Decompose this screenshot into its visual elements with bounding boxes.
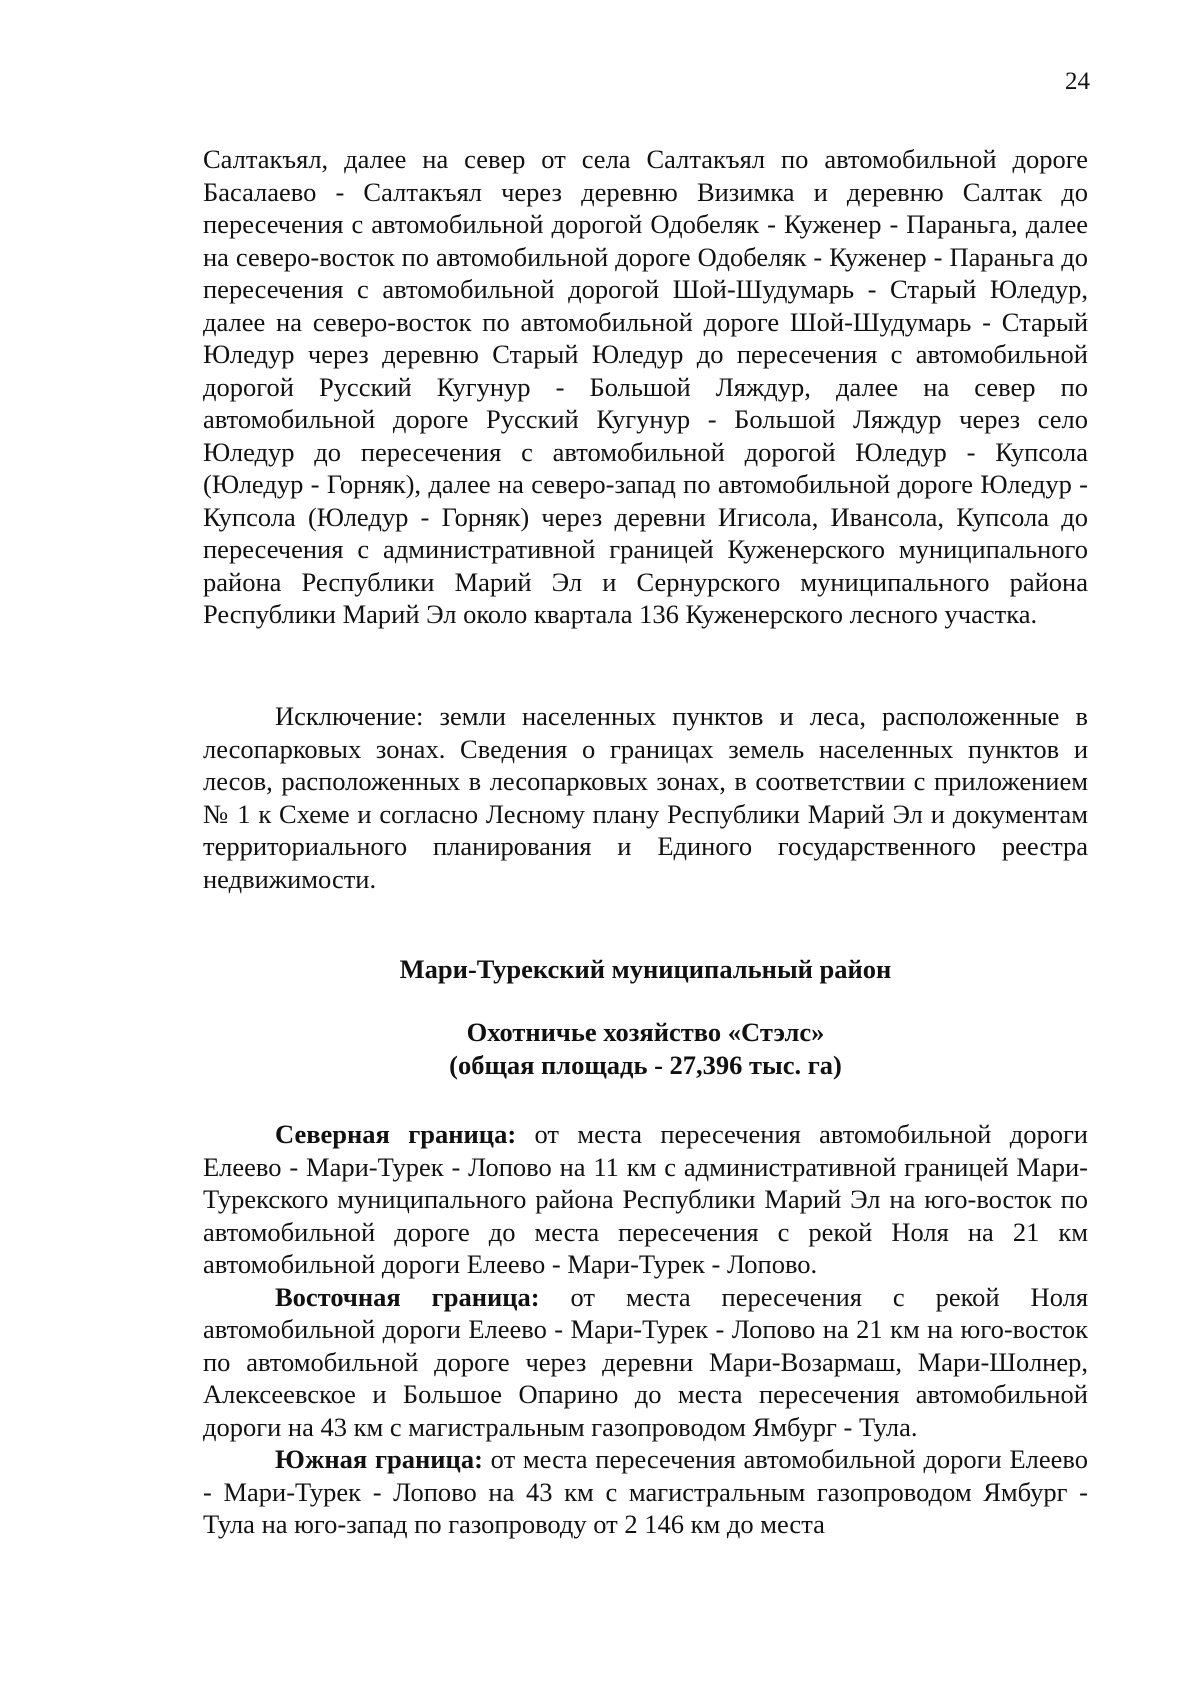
continuation-paragraph: Салтакъял, далее на север от села Салтакъял по автомобильной дороге Басалаево - Салтакъял через деревню Визимка и деревню Салтак до пересечения с автомобильной дорогой Одобеляк - Куженер - Параньга, далее на северо-восток по автомобильной дороге Одобеляк - Куженер - Параньга до пересечения с автомобильной дорогой Шой-Шудумарь - Старый Юледур, далее на северо-восток по автомобильной дороге Шой-Шудумарь - Старый Юледур через деревню Старый Юледур до пересечения с автомобильной дорогой Русский Кугунур - Большой Ляждур, далее на север по автомобильной дороге Русский Кугунур - Большой Ляждур через село Юледур до пересечения с автомобильной дорогой Юледур - Купсола (Юледур - Горняк), далее на северо-запад по автомобильной дороге Юледур - Купсола (Юледур - Горняк) через деревни Игисола, Ивансола, Купсола до пересечения с административной границей Куженерского муниципального района Республики Марий Эл и Сернурского муниципального района Республики Марий Эл около квартала 136 Куженерского лесного участка.: [203, 144, 1088, 629]
south-boundary-label: Южная граница:: [275, 1444, 483, 1474]
east-boundary-text: от места пересечения с рекой Ноля автомобильной дороги Елеево - Мари-Турек - Лопово на 21 км на юго-восток по автомобильной дороге через деревни Мари-Возармаш, Мари-Шолнер, Алексеевское и Большое Опарино до места пересечения автомобильной дороги на 43 км с магистральным газопроводом Ямбург - Тула.: [203, 1281, 1089, 1442]
east-boundary-paragraph: [203, 1281, 1088, 1444]
north-boundary-text: от места пересечения автомобильной дороги Елеево - Мари-Турек - Лопово на 11 км с административной границей Мари-Турекского муниципального района Республики Марий Эл на юго-восток по автомобильной дороге до места пересечения с рекой Ноля на 21 км автомобильной дороги Елеево - Мари-Турек - Лопово.: [203, 1119, 1088, 1279]
continuation-section: [203, 143, 1088, 631]
north-boundary-label: Северная граница:: [275, 1119, 517, 1149]
boundaries-section: [203, 1118, 1088, 1541]
exception-section: [203, 700, 1088, 895]
section-headings: [203, 953, 1088, 1082]
south-boundary-paragraph: [203, 1443, 1088, 1541]
east-boundary-label: Восточная граница:: [275, 1281, 540, 1312]
district-heading: Мари-Турекский муниципальный район: [399, 954, 892, 984]
page-number: 24: [1065, 68, 1090, 95]
north-boundary-paragraph: [203, 1118, 1088, 1281]
farm-heading-name: Охотничье хозяйство «Стэлс»: [466, 1017, 825, 1047]
south-boundary-text: от места пересечения автомобильной дороги Елеево - Мари-Турек - Лопово на 43 км с магистральным газопроводом Ямбург - Тула на юго-запад по газопроводу от 2 146 км до места: [203, 1444, 1089, 1539]
farm-heading-area: (общая площадь - 27,396 тыс. га): [449, 1050, 842, 1080]
exception-paragraph: Исключение: земли населенных пунктов и леса, расположенные в лесопарковых зонах. Сведения о границах земель населенных пунктов и лесов, расположенных в лесопарковых зонах, в соответствии с приложением № 1 к Схеме и согласно Лесному плану Республики Марий Эл и документам территориального планирования и Единого государственного реестра недвижимости.: [203, 701, 1088, 894]
